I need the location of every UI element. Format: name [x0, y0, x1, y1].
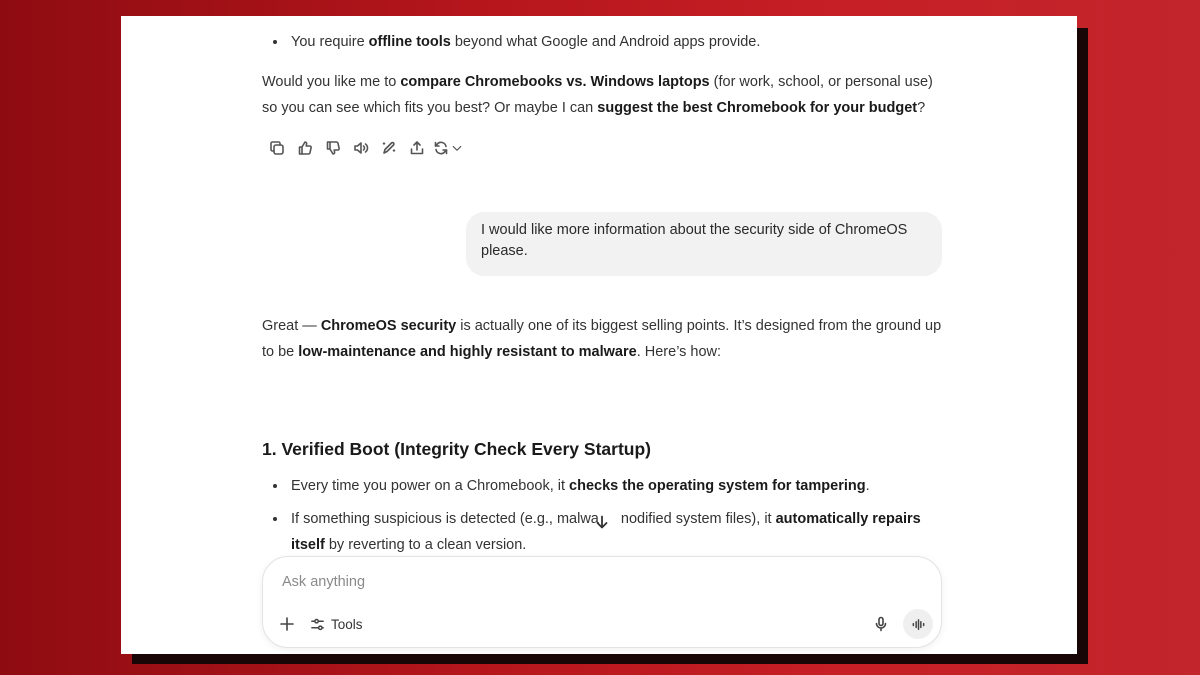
chevron-down-icon[interactable]	[451, 138, 463, 158]
regenerate-icon[interactable]	[431, 138, 451, 158]
ask-input[interactable]	[280, 569, 884, 595]
thumbs-up-icon[interactable]	[291, 138, 319, 158]
list-item: Every time you power on a Chromebook, it checks the operating system for tampering.	[262, 473, 922, 499]
composer	[262, 556, 942, 648]
tools-button[interactable]	[310, 610, 363, 638]
list-item: You require offline tools beyond what Google and Android apps provide.	[262, 29, 962, 55]
section-heading: 1. Verified Boot (Integrity Check Every Startup)	[262, 439, 651, 459]
voice-mode-button[interactable]	[903, 609, 933, 639]
list-item: If something suspicious is detected (e.g., malwa nodified system files), it automatically repairs itself by reverting to a clean version.	[262, 506, 922, 558]
sliders-icon	[310, 617, 325, 632]
assistant-paragraph: Would you like me to compare Chromebooks vs. Windows laptops (for work, school, or personal use) so you can see which fits you best? Or maybe I can suggest the best Chromebook for your budget?	[262, 74, 933, 116]
user-message-bubble	[466, 212, 942, 276]
thumbs-down-icon[interactable]	[319, 138, 347, 158]
arrow-down-icon	[594, 514, 610, 530]
message-actions	[263, 138, 463, 158]
chat-window	[121, 16, 1077, 654]
assistant-reply-intro: Great — ChromeOS security is actually one of its biggest selling points. It’s designed from the ground up to be low-maintenance and highly resistant to malware. Here’s how:	[262, 318, 942, 360]
waveform-icon	[911, 617, 926, 632]
copy-icon[interactable]	[263, 138, 291, 158]
add-button[interactable]	[273, 610, 301, 638]
top-bullet-list	[262, 29, 962, 55]
user-message-text: I would like more information about the security side of ChromeOS please.	[481, 222, 908, 259]
edit-icon[interactable]	[375, 138, 403, 158]
read-aloud-icon[interactable]	[347, 138, 375, 158]
microphone-icon	[873, 616, 889, 632]
share-icon[interactable]	[403, 138, 431, 158]
tools-label: Tools	[331, 616, 363, 632]
dictate-button[interactable]	[867, 610, 895, 638]
scroll-down-button[interactable]	[590, 510, 614, 534]
plus-icon	[279, 616, 295, 632]
